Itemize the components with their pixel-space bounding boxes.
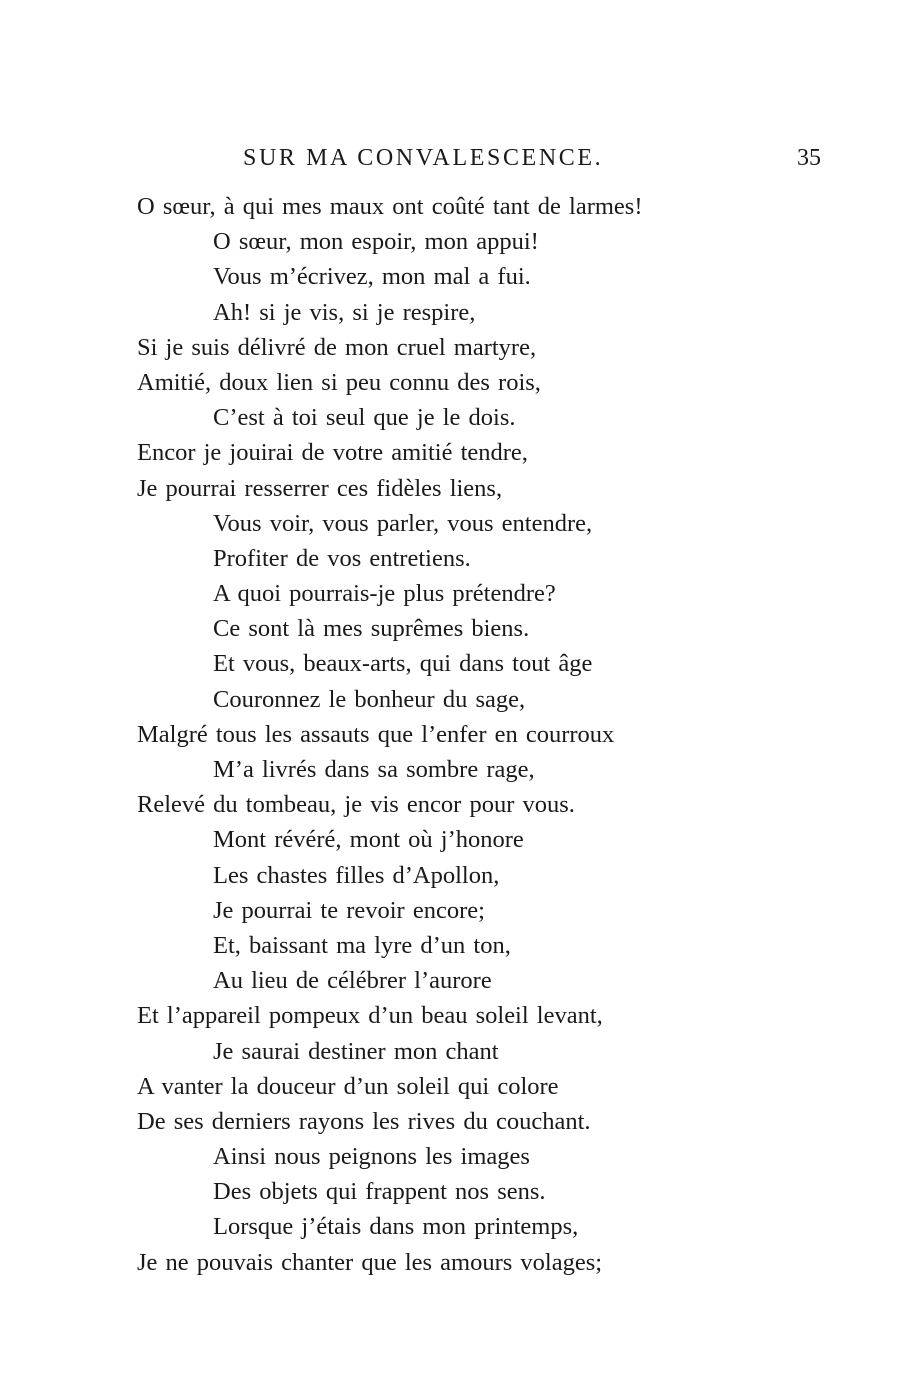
page-number: 35 xyxy=(797,145,821,171)
poem-line: O sœur, mon espoir, mon appui! xyxy=(213,228,539,256)
poem-line: Et vous, beaux-arts, qui dans tout âge xyxy=(213,650,593,678)
poem-line: O sœur, à qui mes maux ont coûté tant de larmes! xyxy=(137,193,643,220)
running-header xyxy=(0,141,900,175)
poem-line: Au lieu de célébrer l’aurore xyxy=(213,967,492,995)
poem-line: Malgré tous les assauts que l’enfer en courroux xyxy=(137,720,615,748)
poem-line: A vanter la douceur d’un soleil qui colore xyxy=(137,1072,559,1100)
poem-line: Vous m’écrivez, mon mal a fui. xyxy=(213,263,531,291)
poem-line: Je ne pouvais chanter que les amours volages; xyxy=(137,1248,603,1276)
poem-line: Et l’appareil pompeux d’un beau soleil levant, xyxy=(137,1002,603,1030)
poem-line: A quoi pourrais-je plus prétendre? xyxy=(213,580,556,608)
poem-line: Si je suis délivré de mon cruel martyre, xyxy=(137,333,537,361)
poem-text xyxy=(137,189,837,1280)
poem-line: Et, baissant ma lyre d’un ton, xyxy=(213,931,511,959)
poem-line: Les chastes filles d’Apollon, xyxy=(213,861,500,889)
poem-line: Je pourrai resserrer ces fidèles liens, xyxy=(137,474,503,502)
poem-line: Ainsi nous peignons les images xyxy=(213,1143,530,1171)
poem-line: Ce sont là mes suprêmes biens. xyxy=(213,615,530,643)
poem-line: De ses derniers rayons les rives du couchant. xyxy=(137,1107,591,1135)
poem-line: Mont révéré, mont où j’honore xyxy=(213,826,524,854)
poem-line: Vous voir, vous parler, vous entendre, xyxy=(213,509,593,537)
poem-line: Je saurai destiner mon chant xyxy=(213,1037,499,1065)
poem-line: Profiter de vos entretiens. xyxy=(213,544,471,572)
poem-line: Couronnez le bonheur du sage, xyxy=(213,685,526,713)
poem-line: M’a livrés dans sa sombre rage, xyxy=(213,756,535,783)
poem-line: Lorsque j’étais dans mon printemps, xyxy=(213,1213,579,1241)
running-title: SUR MA CONVALESCENCE. xyxy=(243,145,604,171)
poem-line: Encor je jouirai de votre amitié tendre, xyxy=(137,439,528,467)
poem-line: Des objets qui frappent nos sens. xyxy=(213,1178,546,1206)
poem-line: Relevé du tombeau, je vis encor pour vous. xyxy=(137,791,575,819)
poem-line: Amitié, doux lien si peu connu des rois, xyxy=(137,368,541,396)
poem-line: Ah! si je vis, si je respire, xyxy=(213,298,476,326)
poem-line: C’est à toi seul que je le dois. xyxy=(213,404,516,432)
poem-line: Je pourrai te revoir encore; xyxy=(213,896,485,924)
